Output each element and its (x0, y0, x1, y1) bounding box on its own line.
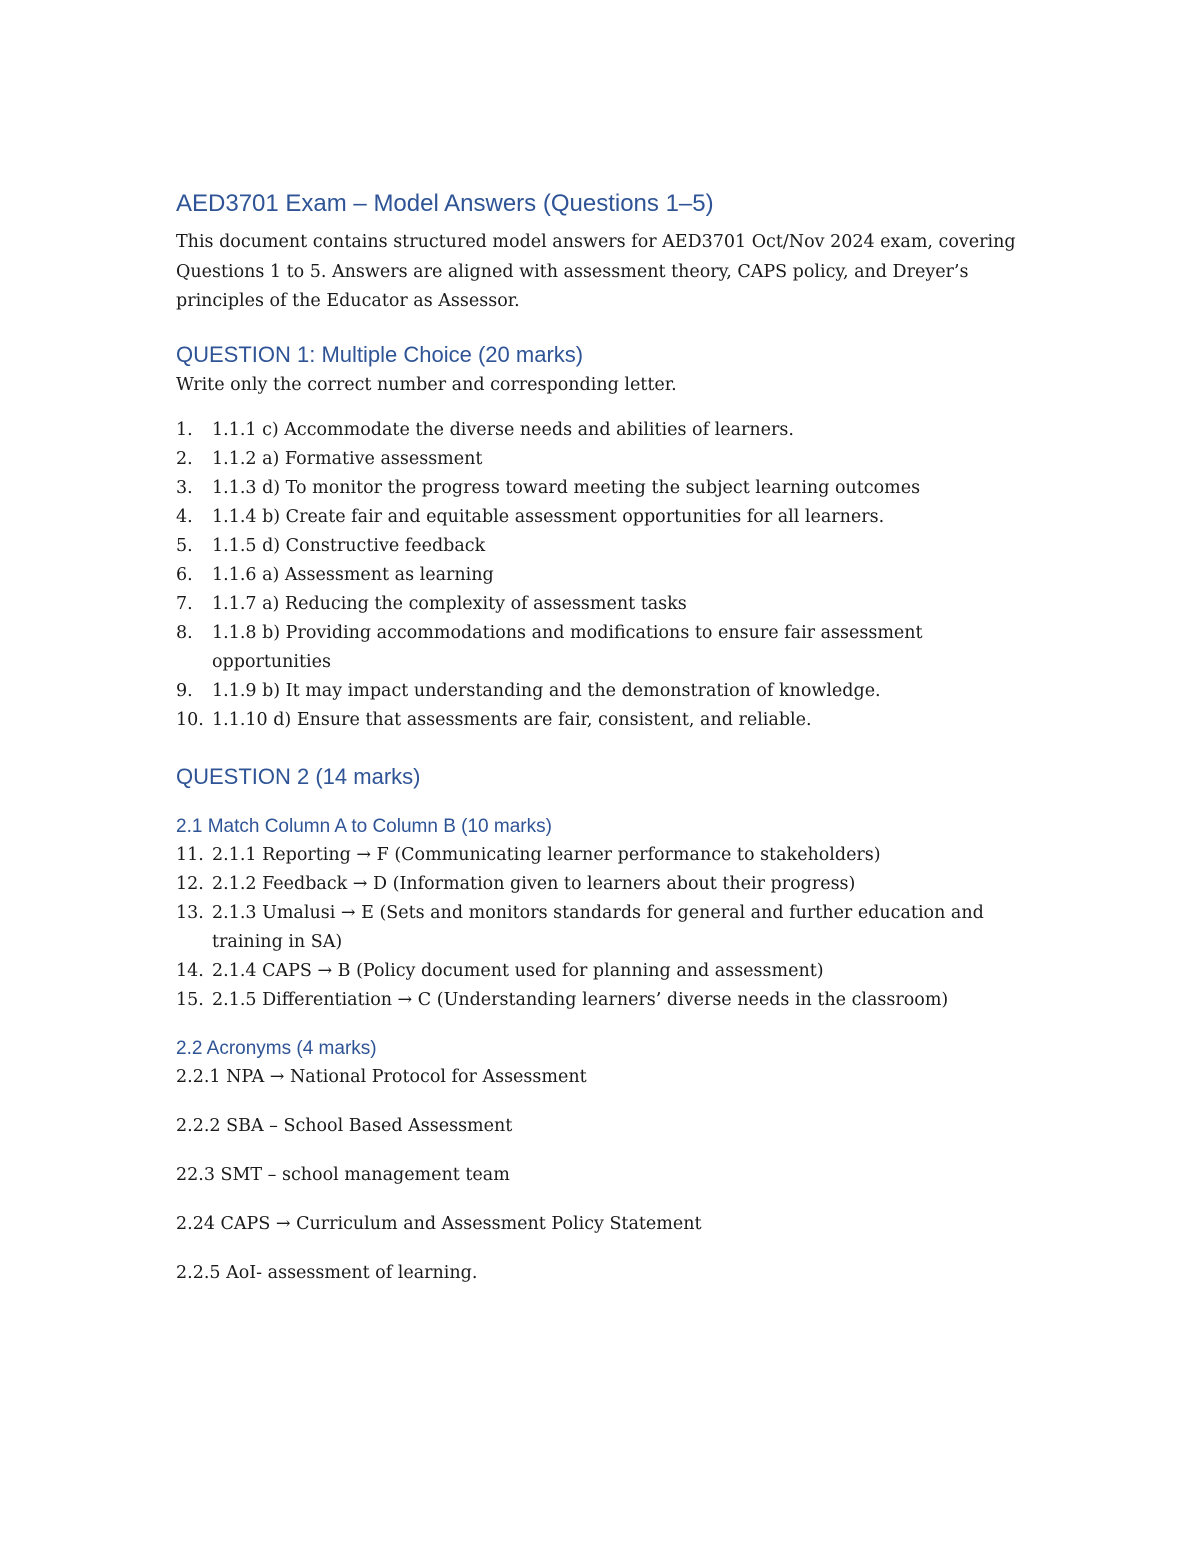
section-2-2-heading: 2.2 Acronyms (4 marks) (176, 1038, 377, 1059)
list-item (176, 841, 1036, 870)
list-item-number: 10. (176, 710, 204, 730)
intro-paragraph: This document contains structured model answers for AED3701 Oct/Nov 2024 exam, covering Questions 1 to 5. Answers are aligned with assessment theory, CAPS policy, and Dreyer’s principles of the Educator as Assessor. (176, 232, 1016, 311)
list-item (176, 870, 1036, 899)
question-1-instruction: Write only the correct number and corresponding letter. (176, 374, 677, 395)
list-item-text: 1.1.6 a) Assessment as learning (212, 565, 494, 585)
list-item-text: 1.1.9 b) It may impact understanding and the demonstration of knowledge. (212, 681, 881, 701)
acronym-item: 2.24 CAPS → Curriculum and Assessment Policy Statement (176, 1214, 702, 1234)
acronym-item: 2.2.1 NPA → National Protocol for Assessment (176, 1067, 587, 1087)
list-item-number: 14. (176, 961, 204, 981)
list-item (176, 445, 1036, 474)
list-item-number: 4. (176, 507, 193, 527)
list-item-text: 2.1.3 Umalusi → E (Sets and monitors standards for general and further education and training in SA) (212, 903, 984, 952)
list-item (176, 561, 1036, 590)
list-item (176, 619, 1036, 677)
section-2-1-answer-list (176, 841, 1036, 1015)
question-2-heading: QUESTION 2 (14 marks) (176, 764, 421, 789)
list-item-number: 9. (176, 681, 193, 701)
document-title: AED3701 Exam – Model Answers (Questions 1–5) (176, 190, 714, 217)
section-2-1-heading: 2.1 Match Column A to Column B (10 marks) (176, 816, 552, 837)
list-item (176, 899, 1036, 957)
list-item (176, 706, 1036, 735)
list-item-number: 3. (176, 478, 193, 498)
list-item (176, 986, 1036, 1015)
list-item (176, 590, 1036, 619)
list-item-text: 1.1.8 b) Providing accommodations and modifications to ensure fair assessment opportunities (212, 623, 923, 672)
list-item-text: 1.1.1 c) Accommodate the diverse needs and abilities of learners. (212, 420, 794, 440)
list-item-text: 1.1.4 b) Create fair and equitable assessment opportunities for all learners. (212, 507, 885, 527)
list-item-text: 2.1.5 Differentiation → C (Understanding learners’ diverse needs in the classroom) (212, 990, 949, 1010)
list-item-text: 1.1.3 d) To monitor the progress toward meeting the subject learning outcomes (212, 478, 921, 498)
list-item (176, 957, 1036, 986)
list-item-number: 5. (176, 536, 193, 556)
list-item (176, 474, 1036, 503)
list-item (176, 532, 1036, 561)
acronym-item: 2.2.5 AoI- assessment of learning. (176, 1263, 478, 1283)
list-item-number: 1. (176, 420, 193, 440)
list-item-text: 1.1.7 a) Reducing the complexity of assessment tasks (212, 594, 687, 614)
list-item-number: 8. (176, 623, 193, 643)
list-item-number: 15. (176, 990, 204, 1010)
list-item-text: 1.1.2 a) Formative assessment (212, 449, 483, 469)
document-page (176, 186, 1036, 1308)
list-item-number: 12. (176, 874, 204, 894)
list-item-text: 2.1.1 Reporting → F (Communicating learner performance to stakeholders) (212, 845, 881, 865)
list-item-text: 2.1.2 Feedback → D (Information given to learners about their progress) (212, 874, 856, 894)
list-item (176, 677, 1036, 706)
list-item-number: 11. (176, 845, 204, 865)
list-item-number: 6. (176, 565, 193, 585)
acronym-item: 22.3 SMT – school management team (176, 1165, 510, 1185)
list-item-number: 7. (176, 594, 193, 614)
list-item-text: 2.1.4 CAPS → B (Policy document used for planning and assessment) (212, 961, 824, 981)
list-item-text: 1.1.5 d) Constructive feedback (212, 536, 486, 556)
list-item (176, 503, 1036, 532)
list-item-text: 1.1.10 d) Ensure that assessments are fair, consistent, and reliable. (212, 710, 812, 730)
list-item-number: 2. (176, 449, 193, 469)
acronym-item: 2.2.2 SBA – School Based Assessment (176, 1116, 513, 1136)
question-1-answer-list (176, 416, 1036, 735)
list-item (176, 416, 1036, 445)
question-1-heading: QUESTION 1: Multiple Choice (20 marks) (176, 341, 584, 367)
list-item-number: 13. (176, 903, 204, 923)
acronym-list (176, 1063, 1036, 1288)
